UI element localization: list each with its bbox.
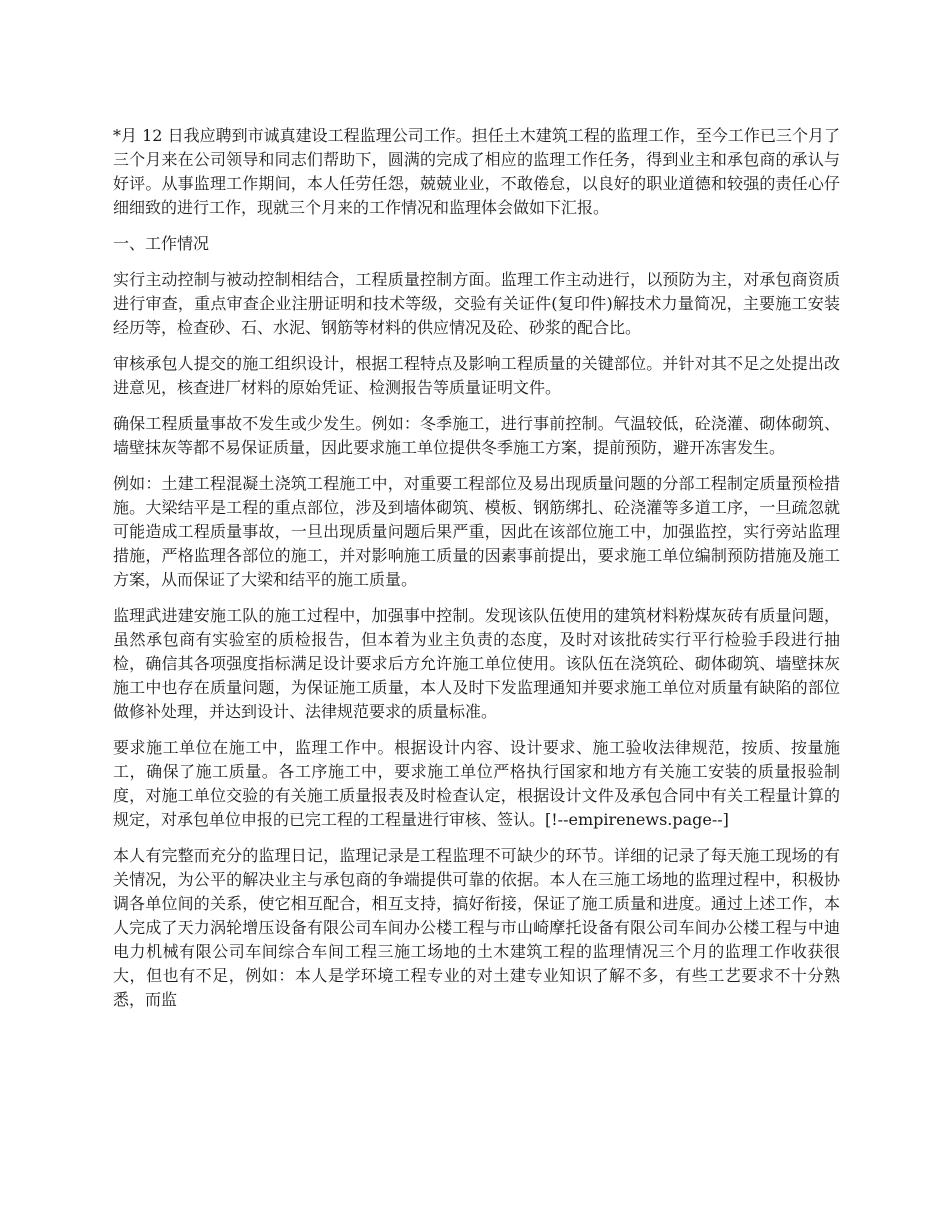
paragraph-supervision-log: 本人有完整而充分的监理日记，监理记录是工程监理不可缺少的环节。详细的记录了每天施工现场的有关情况，为公平的解决业主与承包商的争端提供可靠的依据。本人在三施工场地的监理过程中，积极协调各单位间的关系，使它相互配合，相互支持，搞好衔接，保证了施工质量和进度。通过上述工作，本人完成了天力涡轮增压设备有限公司车间办公楼工程与市山崎摩托设备有限公司车间办公楼工程与中迪电力机械有限公司车间综合车间工程三施工场地的土木建筑工程的监理情况三个月的监理工作收获很大，但也有不足，例如：本人是学环境工程专业的对土建专业知识了解不多，有些工艺要求不十分熟悉，而监 <box>113 846 840 1009</box>
paragraph-construction-requirements: 要求施工单位在施工中，监理工作中。根据设计内容、设计要求、施工验收法律规范，按质、按量施工，确保了施工质量。各工序施工中，要求施工单位严格执行国家和地方有关施工安装的质量报验制度，对施工单位交验的有关施工质量报表及时检查认定，根据设计文件及承包合同中有关工程量计算的规定，对承包单位申报的已完工程的工程量进行审核、签认。[!--empirenews.page--] <box>113 738 840 829</box>
paragraph-intro: *月 12 日我应聘到市诚真建设工程监理公司工作。担任土木建筑工程的监理工作，至今工作已三个月了三个月来在公司领导和同志们帮助下，圆满的完成了相应的监理工作任务，得到业主和承包商的承认与好评。从事监理工作期间，本人任劳任怨，兢兢业业，不敢倦怠，以良好的职业道德和较强的责任心仔细细致的进行工作，现就三个月来的工作情况和监理体会做如下汇报。 <box>113 126 840 217</box>
document-body <box>113 124 840 1024</box>
paragraph-material-inspection: 监理武进建安施工队的施工过程中，加强事中控制。发现该队伍使用的建筑材料粉煤灰砖有质量问题，虽然承包商有实验室的质检报告，但本着为业主负责的态度，及时对该批砖实行平行检验手段进行抽检，确信其各项强度指标满足设计要求后方允许施工单位使用。该队伍在浇筑砼、砌体砌筑、墙壁抹灰施工中也存在质量问题，为保证施工质量，本人及时下发监理通知并要求施工单位对质量有缺陷的部位做修补处理，并达到设计、法律规范要求的质量标准。 <box>113 606 840 721</box>
paragraph-design-review: 审核承包人提交的施工组织设计，根据工程特点及影响工程质量的关键部位。并针对其不足之处提出改进意见，核查进厂材料的原始凭证、检测报告等质量证明文件。 <box>113 354 840 397</box>
section-heading: 一、工作情况 <box>113 234 210 253</box>
paragraph-concrete-example: 例如：土建工程混凝土浇筑工程施工中，对重要工程部位及易出现质量问题的分部工程制定质量预检措施。大梁结平是工程的重点部位，涉及到墙体砌筑、模板、钢筋绑扎、砼浇灌等多道工序，一旦疏忽就可能造成工程质量事故，一旦出现质量问题后果严重，因此在该部位施工中，加强监控，实行旁站监理措施，严格监理各部位的施工，并对影响施工质量的因素事前提出，要求施工单位编制预防措施及施工方案，从而保证了大梁和结平的施工质量。 <box>113 474 840 589</box>
paragraph-winter-construction: 确保工程质量事故不发生或少发生。例如：冬季施工，进行事前控制。气温较低，砼浇灌、砌体砌筑、墙壁抹灰等都不易保证质量，因此要求施工单位提供冬季施工方案，提前预防，避开冻害发生。 <box>113 414 840 457</box>
paragraph-quality-control: 实行主动控制与被动控制相结合，工程质量控制方面。监理工作主动进行，以预防为主，对承包商资质进行审查，重点审查企业注册证明和技术等级，交验有关证件(复印件)解技术力量简况，主要施工安装经历等，检查砂、石、水泥、钢筋等材料的供应情况及砼、砂浆的配合比。 <box>113 270 840 337</box>
